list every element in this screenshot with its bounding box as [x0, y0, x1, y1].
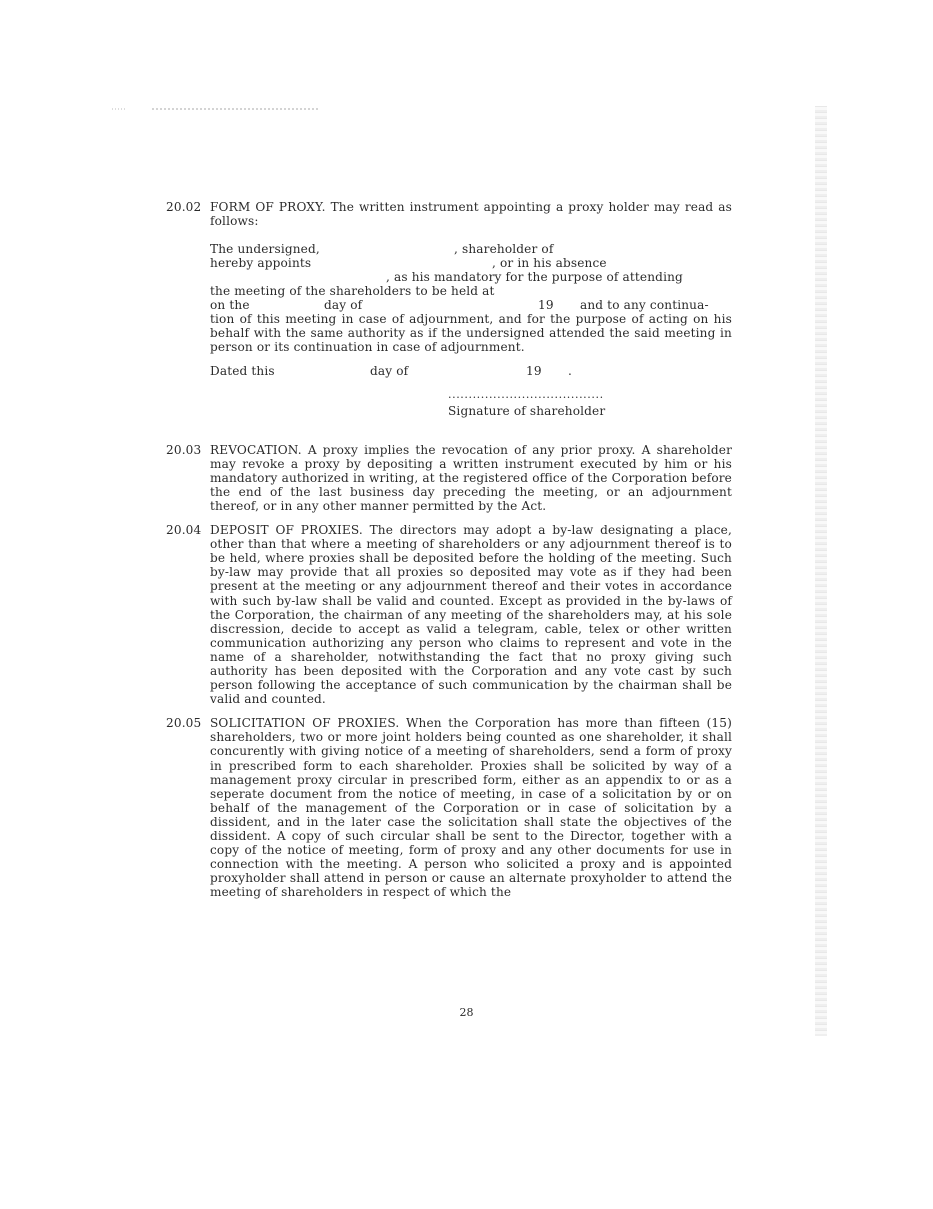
- scan-artifact: [112, 108, 126, 110]
- form-line: [210, 242, 732, 256]
- form-text: day of: [370, 364, 409, 379]
- form-text: tion of this meeting in case of adjournment, and for the purpose of acting on his behalf with the same authority as if the undersigned attended the said meeting in person or its continuation in case of adjournment.: [210, 312, 732, 355]
- form-text: and to any continua-: [580, 298, 709, 313]
- form-text: day of: [324, 298, 363, 313]
- form-line: [210, 284, 732, 298]
- clause-number: 20.04: [166, 523, 202, 538]
- form-text: 19: [526, 364, 542, 379]
- clause-20-03: [166, 443, 732, 513]
- dated-line: [210, 364, 732, 378]
- proxy-form-template: [210, 242, 732, 418]
- form-text: , shareholder of: [454, 242, 554, 257]
- clause-number: 20.05: [166, 716, 202, 731]
- clause-number: 20.02: [166, 200, 202, 214]
- form-text: , as his mandatory for the purpose of attending: [386, 270, 683, 285]
- clause-20-02: [166, 200, 732, 228]
- document-page: [166, 200, 732, 899]
- clause-text: REVOCATION. A proxy implies the revocation of any prior proxy. A shareholder may revoke a proxy by depositing a written instrument executed by him or his mandatory authorized in writing, at the registered office of the Corporation before the end of the last business day preceding the meeting, or an adjournment thereof, or in any other manner permitted by the Act.: [210, 442, 732, 513]
- form-line: [210, 256, 732, 270]
- form-text: 19: [538, 298, 554, 313]
- page-number: 28: [459, 1006, 474, 1019]
- form-text: , or in his absence: [492, 256, 607, 271]
- scan-artifact: [152, 108, 320, 110]
- clause-20-04: [166, 523, 732, 706]
- clause-20-05: [166, 716, 732, 899]
- scan-edge-shadow: [815, 106, 827, 1036]
- clause-text: FORM OF PROXY. The written instrument appointing a proxy holder may read as follows:: [210, 200, 732, 229]
- clause-text: SOLICITATION OF PROXIES. When the Corporation has more than fifteen (15) shareholders, two or more joint holders being counted as one shareholder, it shall concurently with giving notice of a meeting of shareholders, send a form of proxy in prescribed form to each shareholder. Proxies shall be solicited by way of a management proxy circular in prescribed form, either as an appendix to or as a seperate document from the notice of meeting, in case of a solicitation by or on behalf of the management of the Corporation or in case of solicitation by a dissident, and in the later case the solicitation shall state the objectives of the dissident. A copy of such circular shall be sent to the Director, together with a copy of the notice of meeting, form of proxy and any other documents for use in connection with the meeting. A person who solicited a proxy and is appointed proxyholder shall attend in person or cause an alternate proxyholder to attend the meeting of shareholders in respect of which the: [210, 716, 732, 900]
- form-text: the meeting of the shareholders to be held at: [210, 284, 495, 299]
- clause-text: DEPOSIT OF PROXIES. The directors may adopt a by-law designating a place, other than that where a meeting of shareholders or any adjournment thereof is to be held, where proxies shall be deposited before the holding of the meeting. Such by-law may provide that all proxies so deposited may vote as if they had been present at the meeting or any adjournment thereof and their votes in accordance with such by-law shall be valid and counted. Except as provided in the by-laws of the Corporation, the chairman of any meeting of the shareholders may, at his sole discression, decide to accept as valid a telegram, cable, telex or other written communication authorizing any person who claims to represent and vote in the name of a shareholder, notwithstanding the fact that no proxy giving such authority has been deposited with the Corporation and any vote cast by such person following the acceptance of such communication by the chairman shall be valid and counted.: [210, 523, 732, 707]
- form-text: Dated this: [210, 364, 275, 379]
- signature-block: [448, 390, 728, 418]
- signature-label: Signature of shareholder: [448, 404, 606, 419]
- form-text: hereby appoints: [210, 256, 312, 271]
- form-line: [210, 270, 732, 284]
- clause-number: 20.03: [166, 442, 202, 457]
- form-text: The undersigned,: [210, 242, 320, 257]
- form-text: on the: [210, 298, 250, 313]
- signature-line: ......................................: [448, 390, 604, 402]
- form-text: .: [568, 364, 572, 379]
- form-line: [210, 298, 732, 312]
